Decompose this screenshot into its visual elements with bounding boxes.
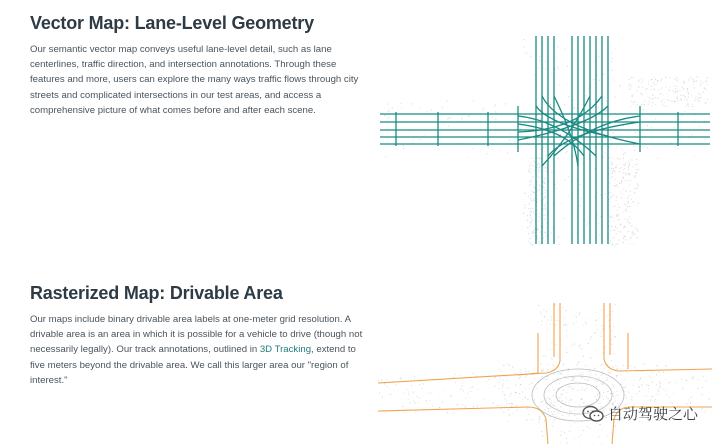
vector-map-image xyxy=(378,36,712,246)
watermark xyxy=(582,403,698,424)
rasterized-map-title: Rasterized Map: Drivable Area xyxy=(30,283,283,303)
vector-map-section xyxy=(30,13,365,118)
watermark-text: 自动驾驶之心 xyxy=(607,405,698,423)
vector-map-title: Vector Map: Lane-Level Geometry xyxy=(30,13,314,33)
description-text-start: Our maps include binary drivable area labels at one-meter grid resolution. A drivable area is an area in which it is possible for a vehicle to drive (though not necessarily legally). Our track annotations, outlined in xyxy=(30,314,363,356)
rasterized-map-description xyxy=(30,312,365,388)
vector-map-description: Our semantic vector map conveys useful lane-level detail, such as lane centerlines, traffic direction, and intersection annotations. Through these features and more, users can explore the many ways traffic flows through city streets and complicated intersections in our test areas, and access a comprehensive picture of what comes before and after each scene. xyxy=(30,44,359,116)
rasterized-map-section xyxy=(30,283,365,388)
wechat-icon xyxy=(582,405,604,423)
description-text-end: , extend to five meters beyond the drivable area. We call this larger area our "region of interest." xyxy=(30,344,356,386)
lane-centerlines xyxy=(380,36,710,244)
3d-tracking-link[interactable]: 3D Tracking xyxy=(259,344,312,356)
